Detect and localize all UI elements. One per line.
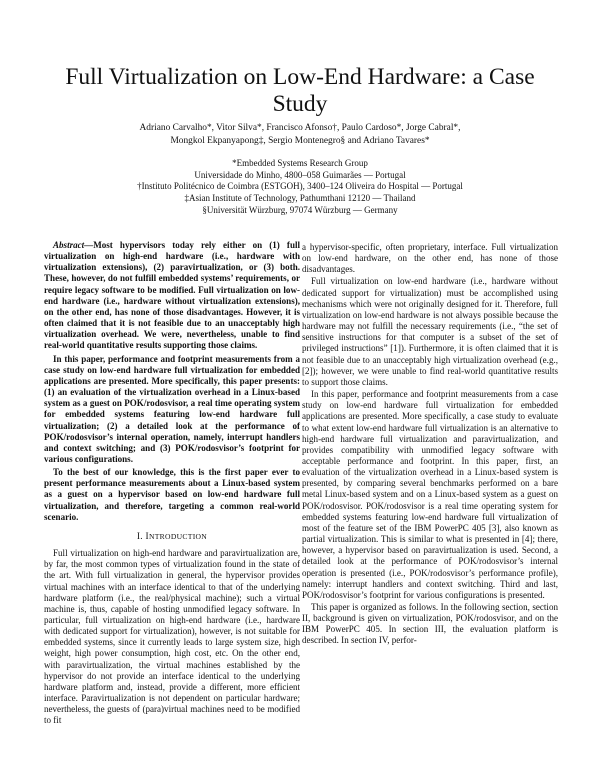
affiliation: †Instituto Politécnico de Coimbra (ESTGOH), 3400–124 Oliveira do Hospital — Portugal: [137, 181, 463, 192]
paper-title: Full Virtualization on Low-End Hardware: a Case Study: [65, 63, 535, 117]
author-line: Mongkol Ekpanyapong‡, Sergio Montenegro§ and Adriano Tavares*: [170, 135, 430, 146]
affiliation-list: [60, 158, 540, 217]
body-paragraph: In this paper, performance and footprint measurements from a case study on low-end hardware full virtualization for embedded applications are presented. More specifically, a case study to evaluate to what extent low-end hardware full virtualization is an alternative to high-end hardware full virtualization and paravirtualization, and provides compatibility with unmodified legacy software with acceptable performance and footprint. In this paper, first, an evaluation of the virtualization overhead in a Linux-based system is presented, by comparing several benchmarks performed on a bare metal Linux-based system and on a Linux-based system as a guest on POK/rodosvisor. POK/rodosvisor is a real time operating system for embedded systems featuring low-end hardware full virtualization of most of the feature set of the IBM PowerPC 405 [3], also known as partial virtualization. This is similar to what is presented in [4]; there, however, a hypervisor based on paravirtualization is used. Second, a detailed look at the performance of POK/rodosvisor’s internal operation is presented (i.e., POK/rodosvisor’s performance profile), namely: interrupt handlers and context switching. Third and last, POK/rodosvisor’s footprint for various configurations is presented.: [302, 389, 558, 600]
abstract: [44, 240, 300, 523]
affiliation: *Embedded Systems Research Group: [232, 158, 368, 168]
section-heading: I. INTRODUCTION: [136, 531, 208, 542]
affiliation: §Universität Würzburg, 97074 Würzburg — Germany: [202, 204, 398, 215]
abstract-paragraph: Abstract—Most hypervisors today rely either on (1) full virtualization on high-end hardware (i.e., hardware with virtualization extensions), (2) paravirtualization, or (3) both. These, however, do not fulfill embedded systems’ requirements, or require legacy software to be modified. Full virtualization on low-end hardware (i.e., hardware without virtualization extensions), on the other end, has none of those disadvantages. However, it is often claimed that it is not feasible due to an unacceptably high virtualization overhead. We were, nevertheless, unable to find real-world quantitative results supporting those claims.: [44, 240, 300, 351]
abstract-paragraph: In this paper, performance and footprint measurements from a case study on low-end hardware full virtualization for embedded applications are presented. More specifically, this paper presents: (1) an evaluation of the virtualization overhead in a Linux-based system as a guest on POK/rodosvisor, a real time operating system for embedded systems featuring low-end hardware full virtualization; (2) a detailed look at the performance of POK/rodosvisor’s internal operation, namely, interrupt handlers and context switching; and (3) POK/rodosvisor’s footprint for various configurations.: [44, 353, 300, 464]
body-paragraph: Full virtualization on high-end hardware and paravirtualization are, by far, the most common types of virtualization found in the state of the art. With full virtualization in general, the hypervisor provides virtual machines with an interface identical to that of the underlying hardware platform (i.e., the real/physical machine); such a virtual machine is, thus, capable of hosting unmodified legacy software. In particular, full virtualization on high-end hardware (i.e., hardware with dedicated support for virtualization), however, is not suitable for embedded systems, since it currently leads to large system size, high weight, high power consumption, high cost, etc. On the other end, with paravirtualization, the virtual machines established by the hypervisor do not provide an interface identical to the underlying hardware platform and, instead, provide a different, more efficient interface. Paravirtualization is not dependent on particular hardware; nevertheless, the guests of (para)virtual machines need to be modified to fit: [44, 548, 300, 726]
body-paragraph: a hypervisor-specific, often proprietary, interface. Full virtualization on low-end hardware, on the other end, has none of those disadvantages.: [302, 242, 558, 275]
author-line: Adriano Carvalho*, Vitor Silva*, Francisco Afonso†, Paulo Cardoso*, Jorge Cabral*,: [139, 123, 461, 133]
section-body: [44, 548, 300, 727]
right-column: [302, 242, 558, 647]
left-column: [44, 240, 300, 727]
body-paragraph: This paper is organized as follows. In the following section, section II, background is given on virtualization, POK/rodosvisor, and on the IBM PowerPC 405. In section III, the evaluation platform is described. In section IV, perfor-: [302, 602, 558, 646]
affiliation: Universidade do Minho, 4800–058 Guimarães — Portugal: [194, 169, 406, 180]
body-paragraph: Full virtualization on low-end hardware (i.e., hardware without dedicated support for virtualization) must be accomplished using mechanisms which were not originally designed for it. Therefore, full virtualization on low-end hardware is not always possible because the hardware may not fulfill the necessary requirements (i.e., “the set of sensitive instructions for that computer is a subset of the set of privileged instructions” [1]). Furthermore, it is often claimed that it is not feasible due to an unacceptably high virtualization overhead (e.g., [2]); however, we were unable to find real-world quantitative results to support those claims.: [302, 276, 558, 387]
author-list: [60, 122, 540, 148]
abstract-label: Abstract: [53, 240, 85, 250]
abstract-paragraph: To the best of our knowledge, this is the first paper ever to present performance measurements about a Linux-based system as a guest on a hypervisor based on low-end hardware full virtualization, and therefore, targeting a common real-world scenario.: [44, 467, 300, 522]
affiliation: ‡Asian Institute of Technology, Pathumthani 12120 — Thailand: [184, 193, 416, 204]
